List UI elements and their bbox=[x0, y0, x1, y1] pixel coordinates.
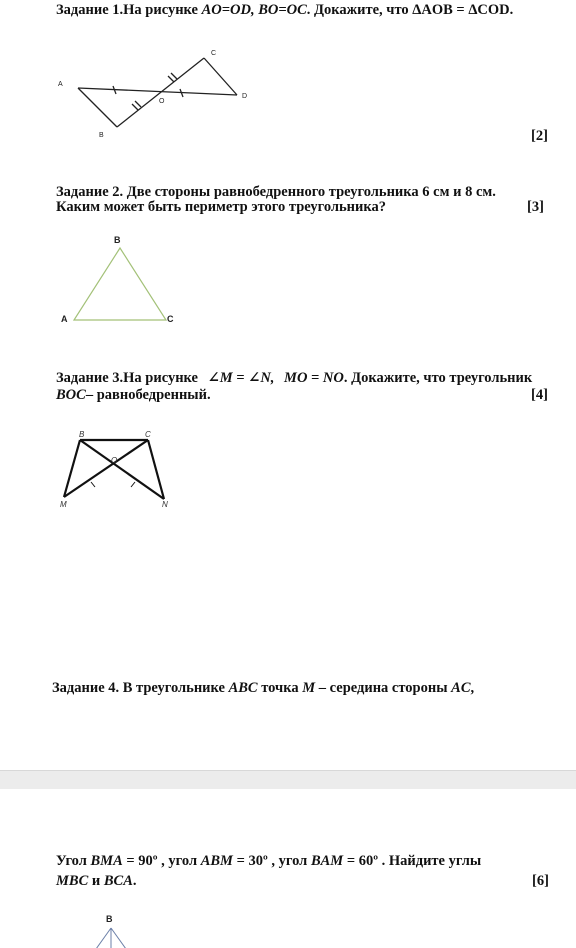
task1-points: [2] bbox=[531, 128, 548, 144]
label-b: B bbox=[114, 235, 121, 245]
task4-points: [6] bbox=[532, 873, 549, 889]
tick-mark bbox=[131, 482, 135, 487]
tick-mark bbox=[91, 482, 95, 487]
task4-statement: Задание 4. В треугольнике ABC точка M – середина стороны AC, bbox=[52, 680, 475, 696]
task2-line1: Задание 2. Две стороны равнобедренного треугольника 6 см и 8 см. bbox=[56, 184, 496, 200]
label-o: O bbox=[111, 456, 118, 465]
task4-continued-line2: MBC и BCA. bbox=[56, 873, 137, 889]
task2-points: [3] bbox=[527, 199, 544, 215]
task3-line2: BOC– равнобедренный. bbox=[56, 387, 211, 403]
label-b: B bbox=[79, 430, 85, 439]
task4-figure bbox=[0, 789, 576, 948]
label-c: C bbox=[167, 314, 174, 324]
document-page-2 bbox=[0, 789, 576, 948]
segment-ba bbox=[96, 928, 111, 948]
label-b: B bbox=[106, 914, 113, 924]
label-b: B bbox=[99, 132, 104, 139]
label-a: A bbox=[58, 81, 63, 88]
task1-statement: Задание 1.На рисунке AO=OD, BO=OC. Докажите, что ΔAOB = ΔCOD. bbox=[56, 2, 514, 18]
label-c: C bbox=[211, 50, 217, 57]
task4-continued-line1: Угол BMA = 90º , угол ABM = 30º , угол BAM = 60º . Найдите углы bbox=[56, 853, 482, 869]
label-m: M bbox=[60, 500, 67, 509]
task3-points: [4] bbox=[531, 387, 548, 403]
task3-line1: Задание 3.На рисунке ∠M = ∠N, MO = NO. Докажите, что треугольник bbox=[56, 370, 533, 386]
segment-bc bbox=[111, 928, 126, 948]
task2-line2: Каким может быть периметр этого треугольника? bbox=[56, 199, 387, 215]
page-separator bbox=[0, 770, 576, 790]
label-c: C bbox=[145, 430, 151, 439]
label-a: A bbox=[61, 314, 68, 324]
label-d: D bbox=[242, 93, 248, 100]
label-n: N bbox=[162, 500, 168, 509]
label-o: O bbox=[159, 98, 165, 105]
